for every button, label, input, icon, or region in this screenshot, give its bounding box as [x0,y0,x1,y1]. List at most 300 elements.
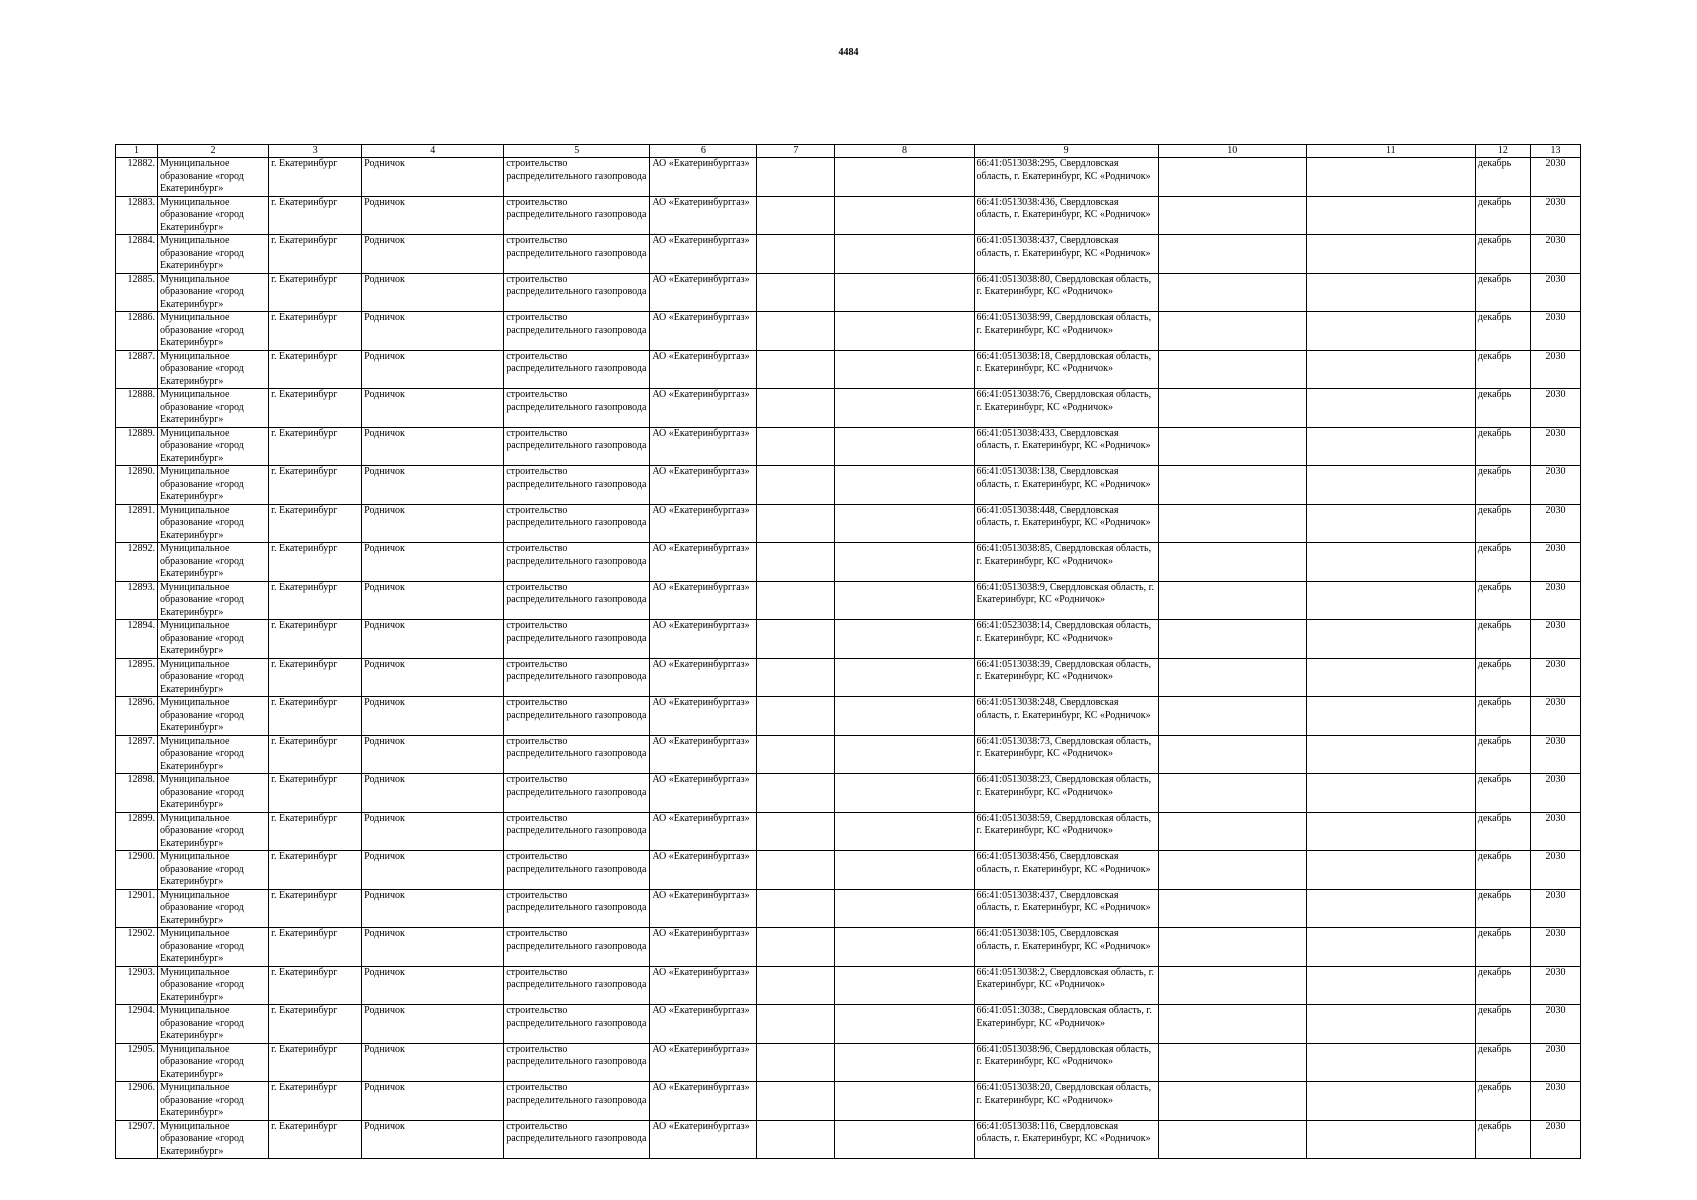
cell-month: декабрь [1475,158,1530,197]
cell-col11 [1306,158,1475,197]
cell-year: 2030 [1530,196,1580,235]
cell-company: АО «Екатеринбурггаз» [650,928,757,967]
column-header: 7 [757,145,835,158]
table-row [116,581,1581,620]
cell-address: 66:41:0513038:448, Свердловская область, г. Екатеринбург, КС «Родничок» [974,504,1158,543]
cell-company: АО «Екатеринбурггаз» [650,812,757,851]
cell-city: г. Екатеринбург [269,1120,362,1159]
cell-month: декабрь [1475,812,1530,851]
column-header: 2 [158,145,269,158]
column-header: 9 [974,145,1158,158]
cell-col10 [1158,466,1306,505]
cell-number: 12901. [116,889,158,928]
cell-col8 [835,350,974,389]
cell-place: Родничок [362,735,504,774]
cell-month: декабрь [1475,1043,1530,1082]
cell-col10 [1158,1082,1306,1121]
cell-col8 [835,543,974,582]
cell-col11 [1306,235,1475,274]
cell-month: декабрь [1475,851,1530,890]
cell-work: строительство распределительного газопровода [504,851,650,890]
cell-address: 66:41:0513038:23, Свердловская область, г. Екатеринбург, КС «Родничок» [974,774,1158,813]
cell-year: 2030 [1530,427,1580,466]
cell-city: г. Екатеринбург [269,851,362,890]
cell-col11 [1306,1120,1475,1159]
cell-col11 [1306,350,1475,389]
cell-city: г. Екатеринбург [269,196,362,235]
cell-organization: Муниципальное образование «город Екатеринбург» [158,735,269,774]
cell-col7 [757,735,835,774]
cell-company: АО «Екатеринбурггаз» [650,427,757,466]
cell-work: строительство распределительного газопровода [504,427,650,466]
cell-col10 [1158,1005,1306,1044]
column-header: 8 [835,145,974,158]
cell-col10 [1158,158,1306,197]
cell-city: г. Екатеринбург [269,620,362,659]
cell-city: г. Екатеринбург [269,427,362,466]
cell-col10 [1158,812,1306,851]
cell-place: Родничок [362,1082,504,1121]
cell-col7 [757,620,835,659]
cell-year: 2030 [1530,658,1580,697]
table-row [116,774,1581,813]
cell-col7 [757,697,835,736]
cell-work: строительство распределительного газопровода [504,812,650,851]
cell-year: 2030 [1530,466,1580,505]
cell-place: Родничок [362,158,504,197]
cell-work: строительство распределительного газопровода [504,543,650,582]
cell-col8 [835,1082,974,1121]
cell-col7 [757,196,835,235]
cell-work: строительство распределительного газопровода [504,581,650,620]
cell-organization: Муниципальное образование «город Екатеринбург» [158,851,269,890]
cell-col7 [757,235,835,274]
cell-company: АО «Екатеринбурггаз» [650,543,757,582]
cell-col7 [757,851,835,890]
cell-organization: Муниципальное образование «город Екатеринбург» [158,581,269,620]
cell-number: 12887. [116,350,158,389]
cell-col8 [835,504,974,543]
cell-col7 [757,1043,835,1082]
cell-address: 66:41:0513038:2, Свердловская область, г. Екатеринбург, КС «Родничок» [974,966,1158,1005]
cell-city: г. Екатеринбург [269,774,362,813]
cell-company: АО «Екатеринбурггаз» [650,466,757,505]
cell-col10 [1158,735,1306,774]
cell-col10 [1158,658,1306,697]
cell-number: 12898. [116,774,158,813]
cell-place: Родничок [362,504,504,543]
cell-organization: Муниципальное образование «город Екатеринбург» [158,1082,269,1121]
table-row [116,235,1581,274]
cell-city: г. Екатеринбург [269,697,362,736]
cell-organization: Муниципальное образование «город Екатеринбург» [158,928,269,967]
table-row [116,504,1581,543]
table-row [116,697,1581,736]
table-row [116,966,1581,1005]
cell-work: строительство распределительного газопровода [504,889,650,928]
cell-address: 66:41:0513038:76, Свердловская область, г. Екатеринбург, КС «Родничок» [974,389,1158,428]
cell-col10 [1158,1043,1306,1082]
cell-col10 [1158,774,1306,813]
cell-number: 12892. [116,543,158,582]
cell-company: АО «Екатеринбурггаз» [650,735,757,774]
cell-year: 2030 [1530,851,1580,890]
cell-company: АО «Екатеринбурггаз» [650,697,757,736]
cell-col10 [1158,273,1306,312]
cell-year: 2030 [1530,235,1580,274]
table-body [116,158,1581,1159]
cell-month: декабрь [1475,697,1530,736]
cell-col10 [1158,928,1306,967]
cell-company: АО «Екатеринбурггаз» [650,889,757,928]
cell-year: 2030 [1530,889,1580,928]
table-row [116,466,1581,505]
cell-number: 12899. [116,812,158,851]
column-header: 6 [650,145,757,158]
cell-company: АО «Екатеринбурггаз» [650,504,757,543]
cell-col11 [1306,697,1475,736]
cell-number: 12884. [116,235,158,274]
table-row [116,851,1581,890]
cell-company: АО «Екатеринбурггаз» [650,235,757,274]
table-row [116,1043,1581,1082]
column-header: 10 [1158,145,1306,158]
cell-company: АО «Екатеринбурггаз» [650,196,757,235]
cell-year: 2030 [1530,1082,1580,1121]
cell-address: 66:41:0513038:436, Свердловская область, г. Екатеринбург, КС «Родничок» [974,196,1158,235]
cell-month: декабрь [1475,196,1530,235]
cell-col10 [1158,504,1306,543]
cell-year: 2030 [1530,735,1580,774]
cell-organization: Муниципальное образование «город Екатеринбург» [158,966,269,1005]
cell-col7 [757,427,835,466]
cell-city: г. Екатеринбург [269,543,362,582]
cell-work: строительство распределительного газопровода [504,196,650,235]
cell-col8 [835,273,974,312]
cell-organization: Муниципальное образование «город Екатеринбург» [158,774,269,813]
cell-place: Родничок [362,1005,504,1044]
table-row [116,889,1581,928]
cell-city: г. Екатеринбург [269,235,362,274]
cell-address: 66:41:0513038:80, Свердловская область, г. Екатеринбург, КС «Родничок» [974,273,1158,312]
cell-col7 [757,543,835,582]
cell-col11 [1306,658,1475,697]
cell-address: 66:41:0513038:99, Свердловская область, г. Екатеринбург, КС «Родничок» [974,312,1158,351]
cell-place: Родничок [362,697,504,736]
cell-place: Родничок [362,658,504,697]
cell-work: строительство распределительного газопровода [504,620,650,659]
cell-place: Родничок [362,889,504,928]
cell-company: АО «Екатеринбурггаз» [650,312,757,351]
cell-work: строительство распределительного газопровода [504,735,650,774]
cell-city: г. Екатеринбург [269,1005,362,1044]
table-row [116,389,1581,428]
cell-col7 [757,1120,835,1159]
table-row [116,427,1581,466]
cell-col7 [757,350,835,389]
cell-city: г. Екатеринбург [269,581,362,620]
cell-col8 [835,658,974,697]
table-row [116,620,1581,659]
cell-year: 2030 [1530,966,1580,1005]
cell-number: 12906. [116,1082,158,1121]
table-row [116,273,1581,312]
cell-address: 66:41:0513038:138, Свердловская область, г. Екатеринбург, КС «Родничок» [974,466,1158,505]
cell-number: 12883. [116,196,158,235]
cell-number: 12904. [116,1005,158,1044]
cell-place: Родничок [362,389,504,428]
cell-year: 2030 [1530,1005,1580,1044]
cell-number: 12889. [116,427,158,466]
table-row [116,543,1581,582]
table-row [116,812,1581,851]
cell-col8 [835,1043,974,1082]
cell-year: 2030 [1530,928,1580,967]
table-row [116,658,1581,697]
cell-col8 [835,697,974,736]
cell-col11 [1306,774,1475,813]
cell-work: строительство распределительного газопровода [504,1082,650,1121]
cell-number: 12896. [116,697,158,736]
table-row [116,928,1581,967]
cell-col10 [1158,620,1306,659]
cell-city: г. Екатеринбург [269,1043,362,1082]
cell-col11 [1306,389,1475,428]
cell-place: Родничок [362,350,504,389]
cell-organization: Муниципальное образование «город Екатеринбург» [158,427,269,466]
cell-col10 [1158,966,1306,1005]
cell-col10 [1158,389,1306,428]
cell-organization: Муниципальное образование «город Екатеринбург» [158,196,269,235]
cell-col8 [835,581,974,620]
cell-month: декабрь [1475,658,1530,697]
cell-col8 [835,1005,974,1044]
cell-place: Родничок [362,581,504,620]
cell-number: 12890. [116,466,158,505]
cell-year: 2030 [1530,697,1580,736]
cell-number: 12902. [116,928,158,967]
cell-year: 2030 [1530,581,1580,620]
cell-year: 2030 [1530,273,1580,312]
cell-col8 [835,735,974,774]
cell-city: г. Екатеринбург [269,928,362,967]
cell-col11 [1306,1082,1475,1121]
cell-city: г. Екатеринбург [269,889,362,928]
cell-organization: Муниципальное образование «город Екатеринбург» [158,235,269,274]
table-row [116,1082,1581,1121]
cell-col11 [1306,273,1475,312]
cell-col11 [1306,312,1475,351]
cell-col7 [757,389,835,428]
cell-col8 [835,158,974,197]
table-row [116,312,1581,351]
cell-place: Родничок [362,196,504,235]
cell-col8 [835,620,974,659]
cell-organization: Муниципальное образование «город Екатеринбург» [158,158,269,197]
column-header: 5 [504,145,650,158]
cell-place: Родничок [362,966,504,1005]
cell-place: Родничок [362,235,504,274]
cell-organization: Муниципальное образование «город Екатеринбург» [158,350,269,389]
column-header: 4 [362,145,504,158]
cell-col11 [1306,504,1475,543]
cell-city: г. Екатеринбург [269,735,362,774]
cell-col10 [1158,350,1306,389]
cell-organization: Муниципальное образование «город Екатеринбург» [158,620,269,659]
cell-number: 12888. [116,389,158,428]
cell-col10 [1158,851,1306,890]
cell-company: АО «Екатеринбурггаз» [650,350,757,389]
cell-month: декабрь [1475,466,1530,505]
header-row [116,145,1581,158]
cell-number: 12882. [116,158,158,197]
cell-place: Родничок [362,620,504,659]
cell-number: 12897. [116,735,158,774]
cell-city: г. Екатеринбург [269,158,362,197]
cell-place: Родничок [362,812,504,851]
cell-place: Родничок [362,1043,504,1082]
cell-place: Родничок [362,273,504,312]
cell-number: 12886. [116,312,158,351]
cell-address: 66:41:0513038:85, Свердловская область, г. Екатеринбург, КС «Родничок» [974,543,1158,582]
cell-year: 2030 [1530,774,1580,813]
cell-company: АО «Екатеринбурггаз» [650,389,757,428]
column-header: 12 [1475,145,1530,158]
cell-place: Родничок [362,427,504,466]
cell-work: строительство распределительного газопровода [504,1005,650,1044]
cell-col11 [1306,735,1475,774]
cell-organization: Муниципальное образование «город Екатеринбург» [158,389,269,428]
cell-company: АО «Екатеринбурггаз» [650,158,757,197]
cell-col10 [1158,581,1306,620]
cell-col8 [835,774,974,813]
table-row [116,158,1581,197]
cell-number: 12894. [116,620,158,659]
cell-month: декабрь [1475,735,1530,774]
cell-col10 [1158,543,1306,582]
cell-work: строительство распределительного газопровода [504,350,650,389]
cell-month: декабрь [1475,504,1530,543]
cell-city: г. Екатеринбург [269,504,362,543]
cell-month: декабрь [1475,543,1530,582]
cell-company: АО «Екатеринбурггаз» [650,1120,757,1159]
cell-organization: Муниципальное образование «город Екатеринбург» [158,889,269,928]
table-row [116,350,1581,389]
cell-month: декабрь [1475,1005,1530,1044]
cell-address: 66:41:0513038:73, Свердловская область, г. Екатеринбург, КС «Родничок» [974,735,1158,774]
cell-col7 [757,928,835,967]
cell-work: строительство распределительного газопровода [504,928,650,967]
cell-col11 [1306,620,1475,659]
cell-city: г. Екатеринбург [269,273,362,312]
cell-col10 [1158,889,1306,928]
cell-col8 [835,1120,974,1159]
cell-month: декабрь [1475,774,1530,813]
cell-address: 66:41:0513038:18, Свердловская область, г. Екатеринбург, КС «Родничок» [974,350,1158,389]
cell-col8 [835,966,974,1005]
cell-year: 2030 [1530,620,1580,659]
table-row [116,1120,1581,1159]
column-header: 1 [116,145,158,158]
cell-number: 12907. [116,1120,158,1159]
cell-place: Родничок [362,774,504,813]
cell-number: 12885. [116,273,158,312]
cell-address: 66:41:0513038:295, Свердловская область, г. Екатеринбург, КС «Родничок» [974,158,1158,197]
cell-col8 [835,928,974,967]
cell-work: строительство распределительного газопровода [504,273,650,312]
cell-company: АО «Екатеринбурггаз» [650,1082,757,1121]
table-row [116,196,1581,235]
cell-col11 [1306,466,1475,505]
cell-place: Родничок [362,928,504,967]
cell-company: АО «Екатеринбурггаз» [650,1005,757,1044]
cell-year: 2030 [1530,1043,1580,1082]
cell-col11 [1306,812,1475,851]
cell-col7 [757,273,835,312]
cell-month: декабрь [1475,620,1530,659]
cell-place: Родничок [362,1120,504,1159]
column-header: 13 [1530,145,1580,158]
cell-month: декабрь [1475,1082,1530,1121]
cell-col7 [757,1082,835,1121]
cell-address: 66:41:0513038:456, Свердловская область, г. Екатеринбург, КС «Родничок» [974,851,1158,890]
data-table [115,144,1581,1159]
cell-col10 [1158,196,1306,235]
cell-city: г. Екатеринбург [269,812,362,851]
cell-col8 [835,466,974,505]
cell-address: 66:41:051:3038:, Свердловская область, г. Екатеринбург, КС «Родничок» [974,1005,1158,1044]
cell-col7 [757,466,835,505]
cell-company: АО «Екатеринбурггаз» [650,273,757,312]
cell-month: декабрь [1475,389,1530,428]
cell-col11 [1306,966,1475,1005]
table-row [116,1005,1581,1044]
cell-work: строительство распределительного газопровода [504,697,650,736]
cell-month: декабрь [1475,427,1530,466]
cell-col11 [1306,427,1475,466]
cell-month: декабрь [1475,312,1530,351]
cell-address: 66:41:0513038:116, Свердловская область, г. Екатеринбург, КС «Родничок» [974,1120,1158,1159]
cell-number: 12905. [116,1043,158,1082]
cell-col8 [835,312,974,351]
cell-col11 [1306,928,1475,967]
cell-company: АО «Екатеринбурггаз» [650,1043,757,1082]
cell-col7 [757,581,835,620]
cell-year: 2030 [1530,312,1580,351]
cell-place: Родничок [362,312,504,351]
cell-work: строительство распределительного газопровода [504,1043,650,1082]
cell-city: г. Екатеринбург [269,966,362,1005]
cell-organization: Муниципальное образование «город Екатеринбург» [158,312,269,351]
cell-address: 66:41:0513038:9, Свердловская область, г. Екатеринбург, КС «Родничок» [974,581,1158,620]
cell-organization: Муниципальное образование «город Екатеринбург» [158,466,269,505]
cell-company: АО «Екатеринбурггаз» [650,658,757,697]
cell-work: строительство распределительного газопровода [504,774,650,813]
cell-month: декабрь [1475,581,1530,620]
cell-col8 [835,427,974,466]
cell-address: 66:41:0513038:433, Свердловская область, г. Екатеринбург, КС «Родничок» [974,427,1158,466]
cell-col10 [1158,312,1306,351]
cell-work: строительство распределительного газопровода [504,504,650,543]
cell-place: Родничок [362,543,504,582]
cell-year: 2030 [1530,504,1580,543]
cell-work: строительство распределительного газопровода [504,389,650,428]
cell-company: АО «Екатеринбурггаз» [650,774,757,813]
cell-address: 66:41:0513038:59, Свердловская область, г. Екатеринбург, КС «Родничок» [974,812,1158,851]
cell-year: 2030 [1530,812,1580,851]
cell-col7 [757,158,835,197]
cell-address: 66:41:0513038:437, Свердловская область, г. Екатеринбург, КС «Родничок» [974,235,1158,274]
